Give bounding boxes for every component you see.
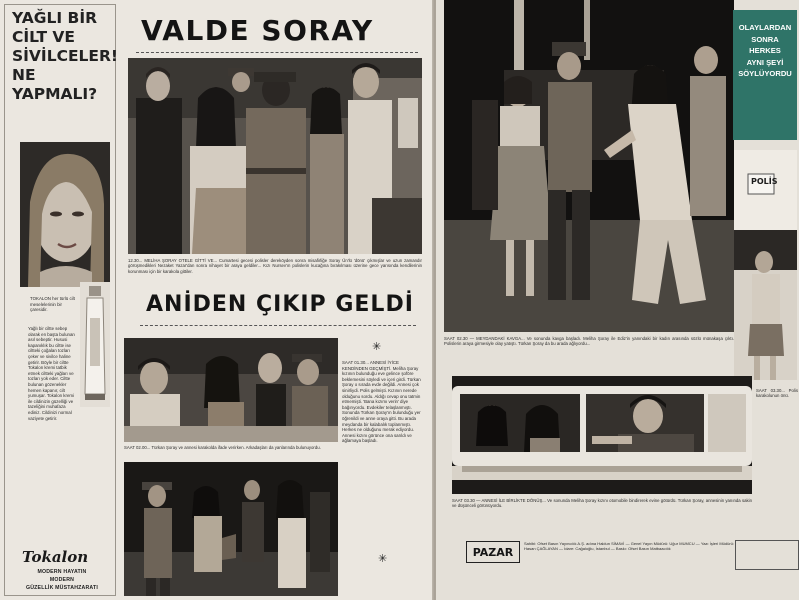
ad-intro-text: TOKALON her türlü cilt meselelerinin bir çaresidir. xyxy=(30,296,75,313)
police-sign: POLİS xyxy=(751,177,778,186)
story-text-column: SAAT 01.30... ANNESİ İYİCE KENDİNDEN GEÇMİŞTİ. Meliha Şoray kızının bulunduğu eve gelince şoföre beklemesini söyledi ve içeri girdi. Türkan Şoray o sırada evde değildi. Annesi çok sinirliydi. Polis gelmişti. Kızının nerede olduğunu sordu. Aldığı cevap onu tatmin etmemişti. 'Bana kızımı verin' diye bağırıyordu. Evdekiler telaşlanmıştı. Sonunda Türkan Şoray'ın bulunduğu yer öğrenildi ve anne oraya gitti. Bu arada meydanda bir kalabalık toplanmıştı. Herkes ne olduğunu merak ediyordu. Annesi kızını görünce ona sarıldı ve ağlamaya başladı. xyxy=(342,360,421,444)
ad-tagline-1: MODERN HAYATIN xyxy=(37,569,87,575)
ad-headline-line: SİVİLCELER! xyxy=(12,47,119,65)
headline-rule xyxy=(136,52,418,53)
caption-photo1: 12.30... MELİHA ŞORAY OTELE GİTTİ VE... Cumartesi gecesi polisler dereköyden sonra misafirliğe Soray Ün'lü 'dönü' çıkmışlar ve uzun zamandır görüşmedikleri Nezaket Yazar'dan sonra nihayet bir araya geldiler... Kızı Nursev'ın polislerin kucağına bırakılması üzerine gece yarısında kendilerinin korunması için bir karakola gittiler. xyxy=(128,258,422,274)
teaser-box xyxy=(733,10,797,140)
teaser-line: SÖYLÜYORDU xyxy=(738,69,792,78)
ad-model-photo xyxy=(20,142,110,287)
star-ornament: ✳ xyxy=(372,341,382,353)
ad-body-text: Yağlı bir ciltte sebep olarak en başta bulunan asıl sebeptir. Hususi kapanıklık bu ciltte ise ciltteki çoğalan tozları çeker ve sivilce haline getirir. Böyle bir ciltte Tokalon kremi tatbik etmek ciltteki yağları ve tozları yok eder. Ciltte bulunan gözenekler hemen kapanır, cilt yumuşar. Tokalon kremi ile cildinizin güzelliği ve tazeliğini muhafaza ediniz. Cildinizi normal vaziyete getirir. xyxy=(28,326,75,421)
ad-tagline-3: GÜZELLİK MÜSTAHZARATI xyxy=(25,585,98,591)
photo-station-desk xyxy=(124,338,338,442)
photo-police-crowd xyxy=(128,58,422,254)
headline-rule xyxy=(140,325,416,326)
caption-side: SAAT 03.30... Polis karakolunun önü. xyxy=(756,388,798,399)
teaser-line: AYNI ŞEYİ xyxy=(746,57,784,67)
photo-meydan-kavga xyxy=(444,0,734,332)
tokalon-logo: Tokalon xyxy=(22,548,89,566)
ad-headline-line: CİLT VE xyxy=(12,28,76,46)
headline-valde-soray: VALDE SORAY xyxy=(141,14,374,47)
photo-night-street xyxy=(124,462,338,596)
ad-tagline-2: MODERN xyxy=(49,577,75,583)
caption-photo-small1: SAAT 02.00... Türkan Şoray ve annesi karakolda ifade verirken. Arkadaşları da yanlarında bulunuyordu. xyxy=(124,445,321,450)
photo-car-return xyxy=(452,376,752,494)
caption-photo2: SAAT 02.30 — MEYDANDAKİ KAVGA... Ve sonunda kavga başladı. Meliha Şoray ile Ediz'in yanındaki bir kadın arasında sözlü münakaşa çıktı. Polislerin araya girmesiyle olay yatıştı. Türkan Şoray da bu arada ağlıyordu... xyxy=(444,336,734,347)
ad-headline-line: NE YAPMALI? xyxy=(12,66,98,103)
star-ornament: ✳ xyxy=(378,553,388,565)
headline-aniden-cikip-geldi: ANİDEN ÇIKIP GELDİ xyxy=(146,292,414,317)
ad-headline xyxy=(12,9,119,104)
teaser-line: HERKES xyxy=(749,46,781,55)
footer-imprint: Sahibi: Ofset Basın Yayıncılık A.Ş. adına Haldun SİMAVİ — Genel Yayın Müdürü: Uğur MUMCU — Yazı İşleri Müdürü: Hasan ÇAĞLAYAN — İdare: Cağaloğlu, İstanbul — Baskı: Ofset Basın Matbaacılık xyxy=(524,541,734,551)
caption-photo3: SAAT 03.30 — ANNESİ İLE BİRLİKTE DÖNÜŞ... Ve sonunda Meliha Şoray kızını otomobile bindirerek evine götürdü. Türkan Şoray, annesinin yanında sakin ve düşünceli görünüyordu. xyxy=(452,498,752,509)
ad-headline-line: YAĞLI BİR xyxy=(12,9,98,27)
tokalon-tube-photo xyxy=(80,282,110,407)
pazar-logo: PAZAR xyxy=(466,541,520,563)
footer-price-table xyxy=(735,540,799,570)
right-page xyxy=(436,0,799,600)
teaser-line: OLAYLARDAN xyxy=(738,23,792,32)
teaser-line: SONRA xyxy=(751,34,779,44)
